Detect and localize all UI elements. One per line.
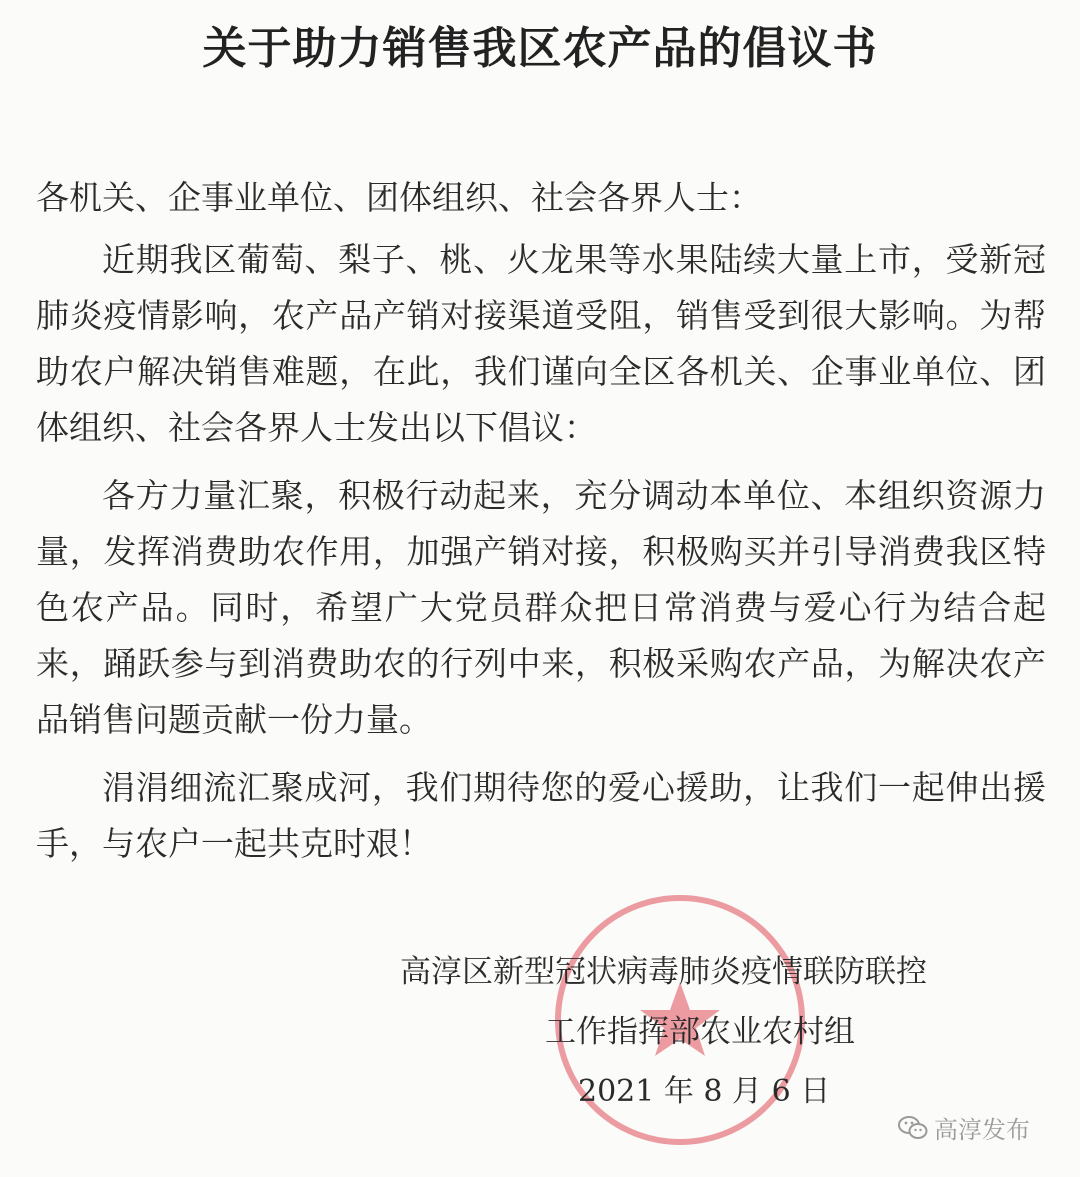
paragraph-2: 各方力量汇聚，积极行动起来，充分调动本单位、本组织资源力量，发挥消费助农作用，加强产销对接，积极购买并引导消费我区特色农产品。同时，希望广大党员群众把日常消费与爱心行为结合起来，踊跃参与到消费助农的行列中来，积极采购农产品，为解决农产品销售问题贡献一份力量。 <box>36 476 1046 739</box>
paragraph-1: 近期我区葡萄、梨子、桃、火龙果等水果陆续大量上市，受新冠肺炎疫情影响，农产品产销对接渠道受阻，销售受到很大影响。为帮助农户解决销售难题，在此，我们谨向全区各机关、企事业单位、团体组织、社会各界人士发出以下倡议： <box>36 240 1046 447</box>
signature-organization-line1: 高淳区新型冠状病毒肺炎疫情联防联控 <box>400 954 927 990</box>
wechat-icon <box>898 1115 928 1141</box>
watermark-text: 高淳发布 <box>934 1116 1030 1144</box>
watermark <box>898 1110 1030 1145</box>
salutation: 各机关、企事业单位、团体组织、社会各界人士： <box>36 178 762 217</box>
signature-date: 2021 年 8 月 6 日 <box>578 1074 831 1109</box>
document-title: 关于助力销售我区农产品的倡议书 <box>202 23 878 74</box>
paragraph-3: 涓涓细流汇聚成河，我们期待您的爱心援助，让我们一起伸出援手，与农户一起共克时艰！ <box>36 768 1046 863</box>
signature-organization-line2: 工作指挥部农业农村组 <box>545 1014 855 1050</box>
